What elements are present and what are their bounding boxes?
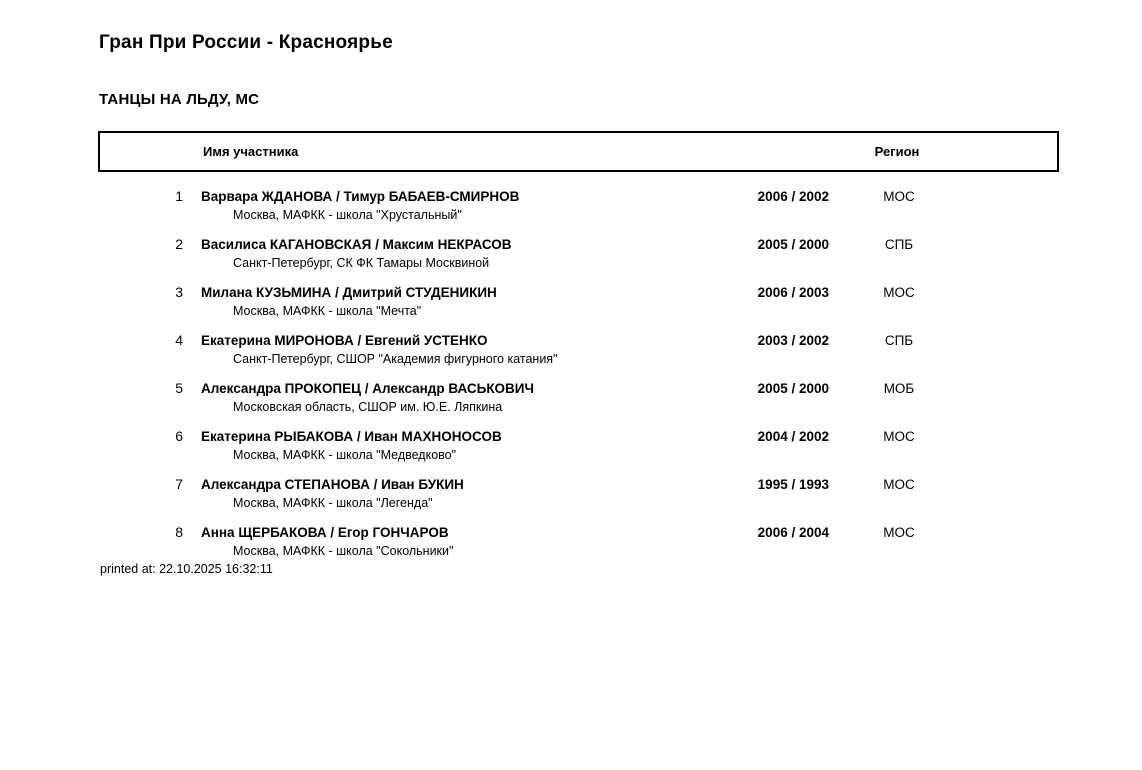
participant-club: Санкт-Петербург, СШОР "Академия фигурного катания": [233, 352, 558, 366]
start-number: 2: [175, 236, 183, 252]
participant-names: Екатерина РЫБАКОВА / Иван МАХНОНОСОВ: [201, 429, 502, 444]
printed-at-timestamp: printed at: 22.10.2025 16:32:11: [100, 562, 273, 576]
region-code: МОС: [883, 477, 915, 492]
table-row: [98, 476, 1059, 512]
region-code: СПБ: [884, 237, 914, 252]
start-number: 6: [175, 428, 183, 444]
birth-years: 2003 / 2002: [757, 333, 829, 348]
header-region: Регион: [874, 144, 920, 159]
table-row: [98, 428, 1059, 464]
table-row: [98, 524, 1059, 560]
birth-years: 2006 / 2004: [757, 525, 829, 540]
birth-years: 2005 / 2000: [757, 381, 829, 396]
participant-names: Варвара ЖДАНОВА / Тимур БАБАЕВ-СМИРНОВ: [201, 189, 520, 204]
region-code: МОБ: [883, 381, 915, 396]
birth-years: 2006 / 2002: [757, 189, 829, 204]
birth-years: 2004 / 2002: [757, 429, 829, 444]
participant-names: Милана КУЗЬМИНА / Дмитрий СТУДЕНИКИН: [201, 285, 497, 300]
participant-club: Москва, МАФКК - школа "Мечта": [233, 304, 422, 318]
participant-club: Москва, МАФКК - школа "Сокольники": [233, 544, 454, 558]
start-number: 7: [175, 476, 183, 492]
participant-club: Москва, МАФКК - школа "Хрустальный": [233, 208, 462, 222]
participant-names: Александра ПРОКОПЕЦ / Александр ВАСЬКОВИЧ: [201, 381, 534, 396]
table-row: [98, 380, 1059, 416]
table-row: [98, 284, 1059, 320]
region-code: МОС: [883, 285, 915, 300]
participant-cell: [201, 380, 729, 416]
region-code: МОС: [883, 525, 915, 540]
participant-names: Александра СТЕПАНОВА / Иван БУКИН: [201, 477, 464, 492]
participant-names: Екатерина МИРОНОВА / Евгений УСТЕНКО: [201, 333, 488, 348]
start-number: 1: [175, 188, 183, 204]
participant-cell: [201, 332, 729, 368]
table-row: [98, 236, 1059, 272]
start-number: 3: [175, 284, 183, 300]
participant-cell: [201, 428, 729, 464]
participant-cell: [201, 236, 729, 272]
birth-years: 2006 / 2003: [757, 285, 829, 300]
table-body: [98, 188, 1059, 560]
participant-names: Василиса КАГАНОВСКАЯ / Максим НЕКРАСОВ: [201, 237, 512, 252]
header-participant-name: Имя участника: [203, 144, 299, 159]
table-row: [98, 332, 1059, 368]
participant-club: Москва, МАФКК - школа "Легенда": [233, 496, 433, 510]
table-header-row: [98, 131, 1059, 172]
participant-cell: [201, 524, 729, 560]
participant-club: Санкт-Петербург, СК ФК Тамары Москвиной: [233, 256, 490, 270]
start-number: 4: [175, 332, 183, 348]
region-code: МОС: [883, 189, 915, 204]
start-number: 8: [175, 524, 183, 540]
participant-cell: [201, 188, 729, 224]
birth-years: 2005 / 2000: [757, 237, 829, 252]
region-code: СПБ: [884, 333, 914, 348]
participant-club: Московская область, СШОР им. Ю.Е. Ляпкина: [233, 400, 503, 414]
birth-years: 1995 / 1993: [757, 477, 829, 492]
discipline-category-title: ТАНЦЫ НА ЛЬДУ, МС: [99, 91, 260, 108]
participant-names: Анна ЩЕРБАКОВА / Егор ГОНЧАРОВ: [201, 525, 449, 540]
participants-table: [98, 131, 1059, 572]
participant-cell: [201, 284, 729, 320]
table-row: [98, 188, 1059, 224]
participant-cell: [201, 476, 729, 512]
start-number: 5: [175, 380, 183, 396]
event-title: Гран При России - Красноярье: [99, 32, 393, 53]
participant-club: Москва, МАФКК - школа "Медведково": [233, 448, 457, 462]
region-code: МОС: [883, 429, 915, 444]
